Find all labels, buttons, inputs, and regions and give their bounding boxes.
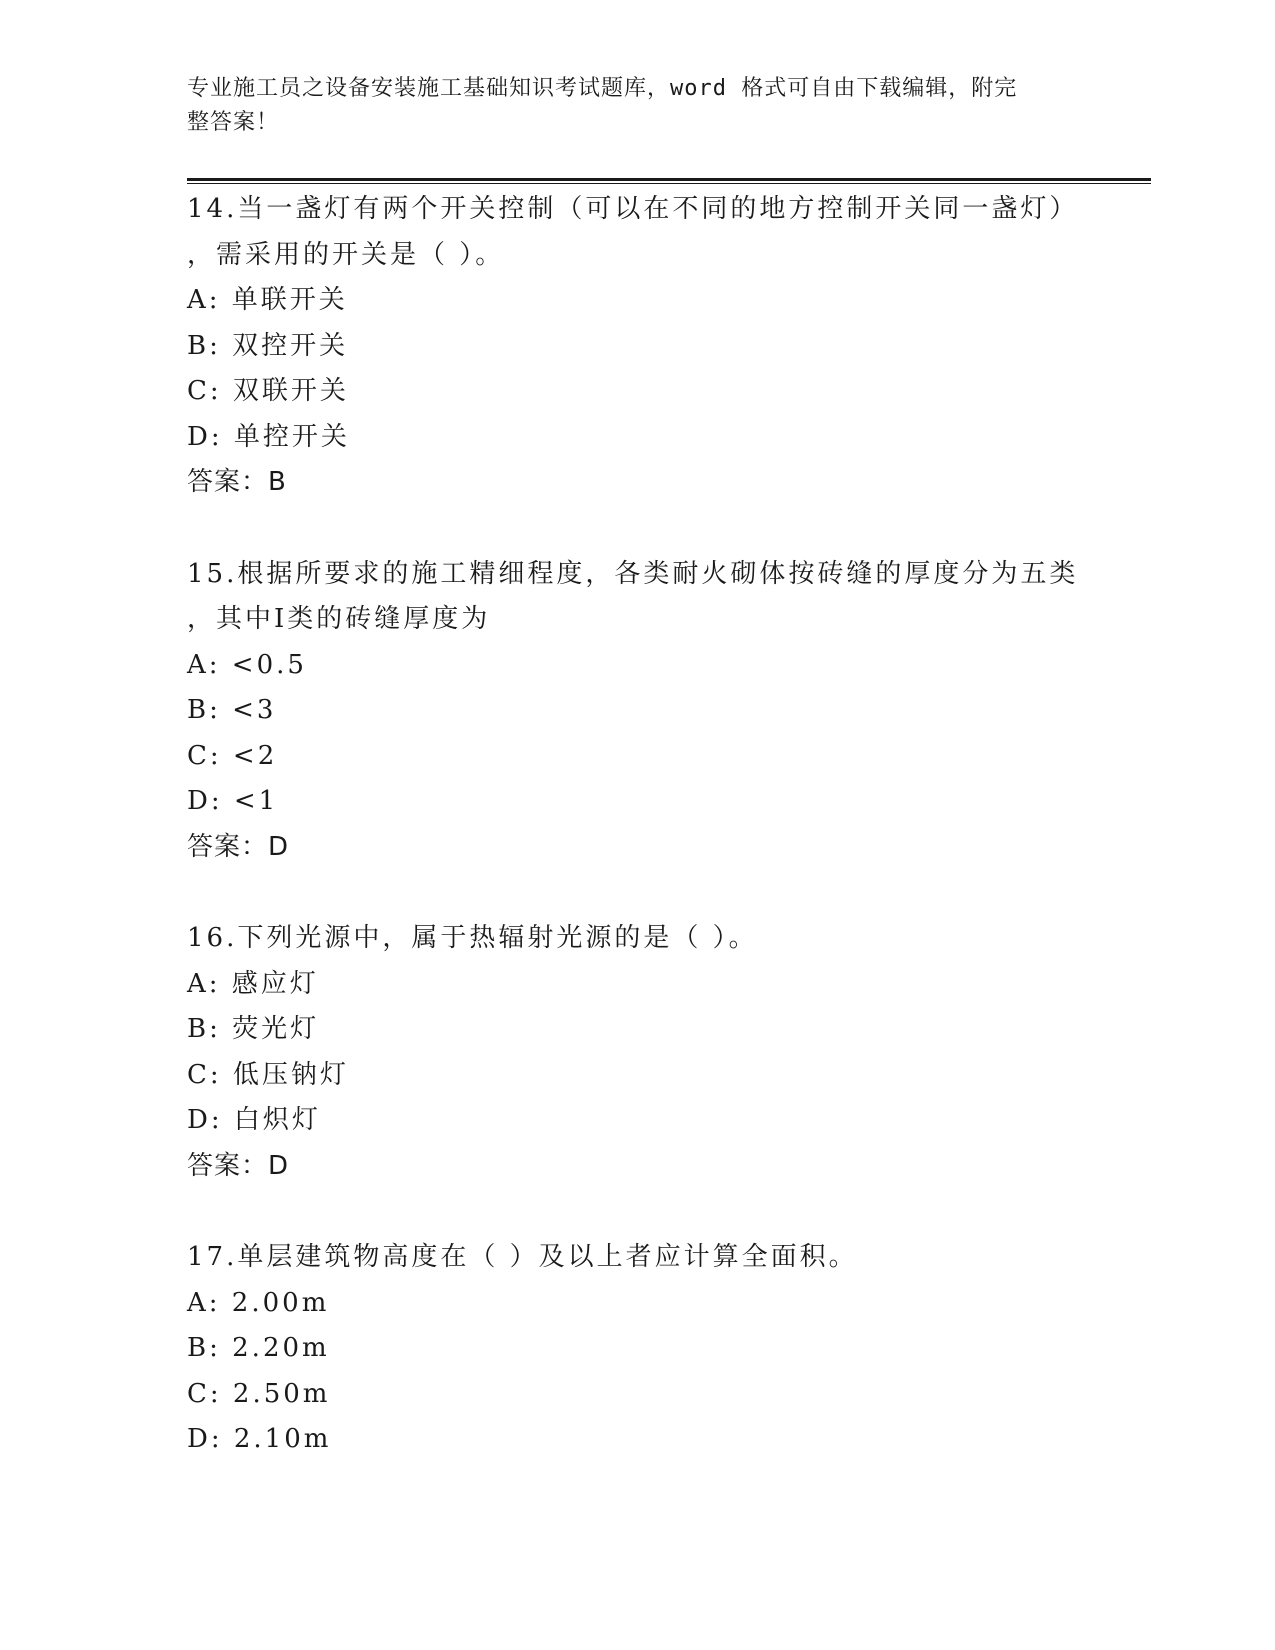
option-b: B: <3 bbox=[187, 695, 277, 725]
option-d: D: 2.10m bbox=[187, 1424, 332, 1454]
question-text: 15.根据所要求的施工精细程度，各类耐火砌体按砖缝的厚度分为五类 bbox=[187, 558, 1079, 589]
option-d: D: <1 bbox=[187, 786, 279, 816]
question-text: ，其中Ⅰ类的砖缝厚度为 bbox=[187, 604, 491, 634]
option-a: A: 感应灯 bbox=[187, 968, 319, 999]
question-15 bbox=[187, 552, 1107, 871]
answer: 答案：D bbox=[187, 831, 290, 862]
page-header bbox=[187, 72, 1067, 140]
option-d: D: 单控开关 bbox=[187, 421, 350, 452]
option-b: B: 双控开关 bbox=[187, 330, 349, 361]
question-list bbox=[187, 187, 1107, 1509]
question-16 bbox=[187, 916, 1107, 1189]
question-text: 16.下列光源中，属于热辐射光源的是（ ）。 bbox=[187, 923, 758, 953]
option-b: B: 2.20m bbox=[187, 1333, 330, 1363]
question-text: ，需采用的开关是（ ）。 bbox=[187, 239, 505, 270]
option-b: B: 荧光灯 bbox=[187, 1014, 320, 1044]
question-text: 14.当一盏灯有两个开关控制（可以在不同的地方控制开关同一盏灯） bbox=[187, 194, 1079, 224]
option-a: A: 2.00m bbox=[187, 1287, 330, 1318]
option-c: C: 2.50m bbox=[187, 1378, 331, 1409]
answer: 答案：B bbox=[187, 467, 287, 497]
option-a: A: 单联开关 bbox=[187, 285, 348, 315]
option-a: A: <0.5 bbox=[187, 649, 307, 680]
answer: 答案：D bbox=[187, 1150, 290, 1181]
option-c: C: <2 bbox=[187, 740, 278, 771]
header-divider bbox=[187, 178, 1151, 181]
option-c: C: 低压钠灯 bbox=[187, 1059, 349, 1090]
header-line: 专业施工员之设备安装施工基础知识考试题库，word 格式可自由下载编辑，附完 bbox=[187, 76, 1018, 101]
option-d: D: 白炽灯 bbox=[187, 1105, 321, 1135]
question-text: 17.单层建筑物高度在（ ）及以上者应计算全面积。 bbox=[187, 1242, 858, 1272]
header-line: 整答案！ bbox=[187, 110, 280, 135]
question-14 bbox=[187, 187, 1107, 506]
header-divider-thin bbox=[187, 183, 1151, 184]
option-c: C: 双联开关 bbox=[187, 376, 349, 406]
question-17 bbox=[187, 1235, 1107, 1463]
